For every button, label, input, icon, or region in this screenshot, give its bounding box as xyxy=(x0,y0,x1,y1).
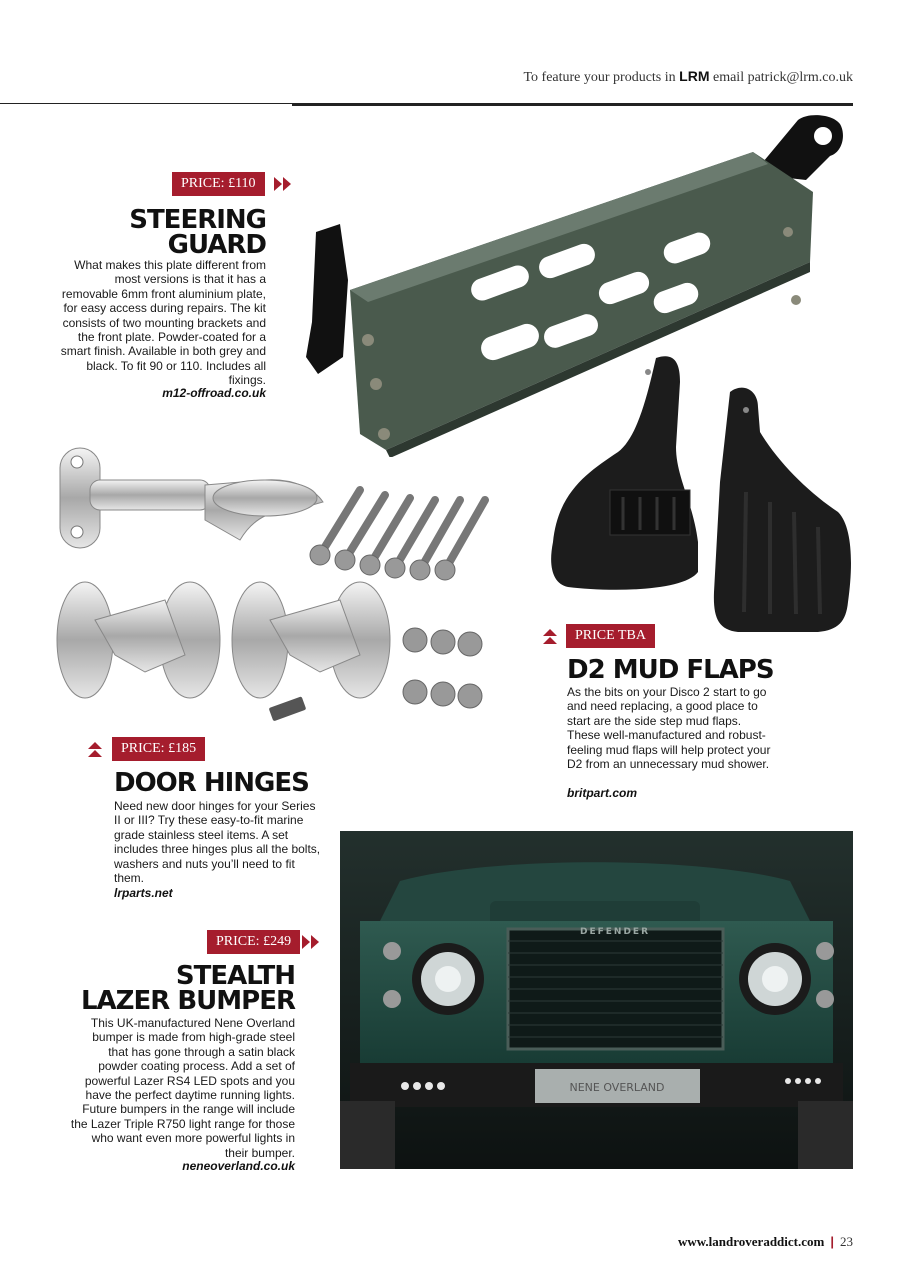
link-steering-guard[interactable]: m12-offroad.co.uk xyxy=(162,386,266,400)
page-number: 23 xyxy=(840,1234,853,1249)
link-mud-flaps[interactable]: britpart.com xyxy=(567,786,638,800)
arrow-up-icon xyxy=(543,628,557,644)
link-bumper[interactable]: neneoverland.co.uk xyxy=(182,1159,295,1173)
price-tag-steering-guard: PRICE: £110 xyxy=(172,172,265,196)
door-hinges-image xyxy=(55,440,505,730)
title-bumper xyxy=(40,961,295,1016)
body-bumper: This UK-manufactured Nene Overland bumper is made from high-grade steel that has gone through a satin black powder coating process. Add a set of powerful Lazer RS4 LED spots and you have the perfect daytime running lights. Future bumpers in the range will include the Lazer Triple R750 light range for those who want even more powerful lights in their bumper. xyxy=(70,1016,295,1160)
arrow-right-icon xyxy=(274,177,292,191)
price-tag-door-hinges: PRICE: £185 xyxy=(112,737,205,761)
grille-badge: DEFENDER xyxy=(580,927,650,937)
price-tag-bumper: PRICE: £249 xyxy=(207,930,300,954)
body-door-hinges: Need new door hinges for your Series II or III? Try these easy-to-fit marine grade stainless steel items. A set includes three hinges plus all the bolts, washers and nuts you’ll need to fit them. xyxy=(114,799,321,886)
arrow-up-icon xyxy=(88,741,102,757)
header-brand: LRM xyxy=(679,68,710,84)
mud-flaps-image xyxy=(548,352,853,634)
bumper-photo xyxy=(340,831,853,1169)
title-mud-flaps: D2 MUD FLAPS xyxy=(567,655,774,685)
header-rule-thick xyxy=(292,103,853,106)
title-bumper-line2: LAZER BUMPER xyxy=(80,986,295,1016)
title-door-hinges: DOOR HINGES xyxy=(114,768,309,798)
arrow-right-icon xyxy=(302,935,320,949)
link-door-hinges[interactable]: lrparts.net xyxy=(114,886,173,900)
title-steering-guard xyxy=(40,205,266,260)
body-steering-guard: What makes this plate different from most versions is that it has a removable 6mm front aluminium plate, for easy access during repairs. The kit consists of two mounting brackets and the front plate. Powder-coated for a smart finish. Available in both grey and black. To fit 90 or 110. Includes all fixings. xyxy=(60,258,266,388)
photo-badge: NENE OVERLAND xyxy=(569,1081,665,1094)
header-note xyxy=(523,68,853,86)
header-rule-thin xyxy=(0,103,292,104)
title-steering-guard-line1: STEERING xyxy=(129,205,266,235)
title-bumper-line1: STEALTH xyxy=(175,961,295,991)
footer-separator: | xyxy=(830,1234,834,1249)
header-lead: To feature your products in xyxy=(523,70,680,85)
price-tag-mud-flaps: PRICE TBA xyxy=(566,624,655,648)
footer-site[interactable]: www.landroveraddict.com xyxy=(677,1234,825,1249)
title-steering-guard-line2: GUARD xyxy=(167,230,266,260)
body-mud-flaps: As the bits on your Disco 2 start to go and need replacing, a good place to start are the side step mud flaps. These well-manufactured and robust-feeling mud flaps will help protect your D2 from an unnecessary mud shower. xyxy=(567,685,771,772)
footer xyxy=(678,1234,853,1250)
header-email: email patrick@lrm.co.uk xyxy=(709,70,853,85)
